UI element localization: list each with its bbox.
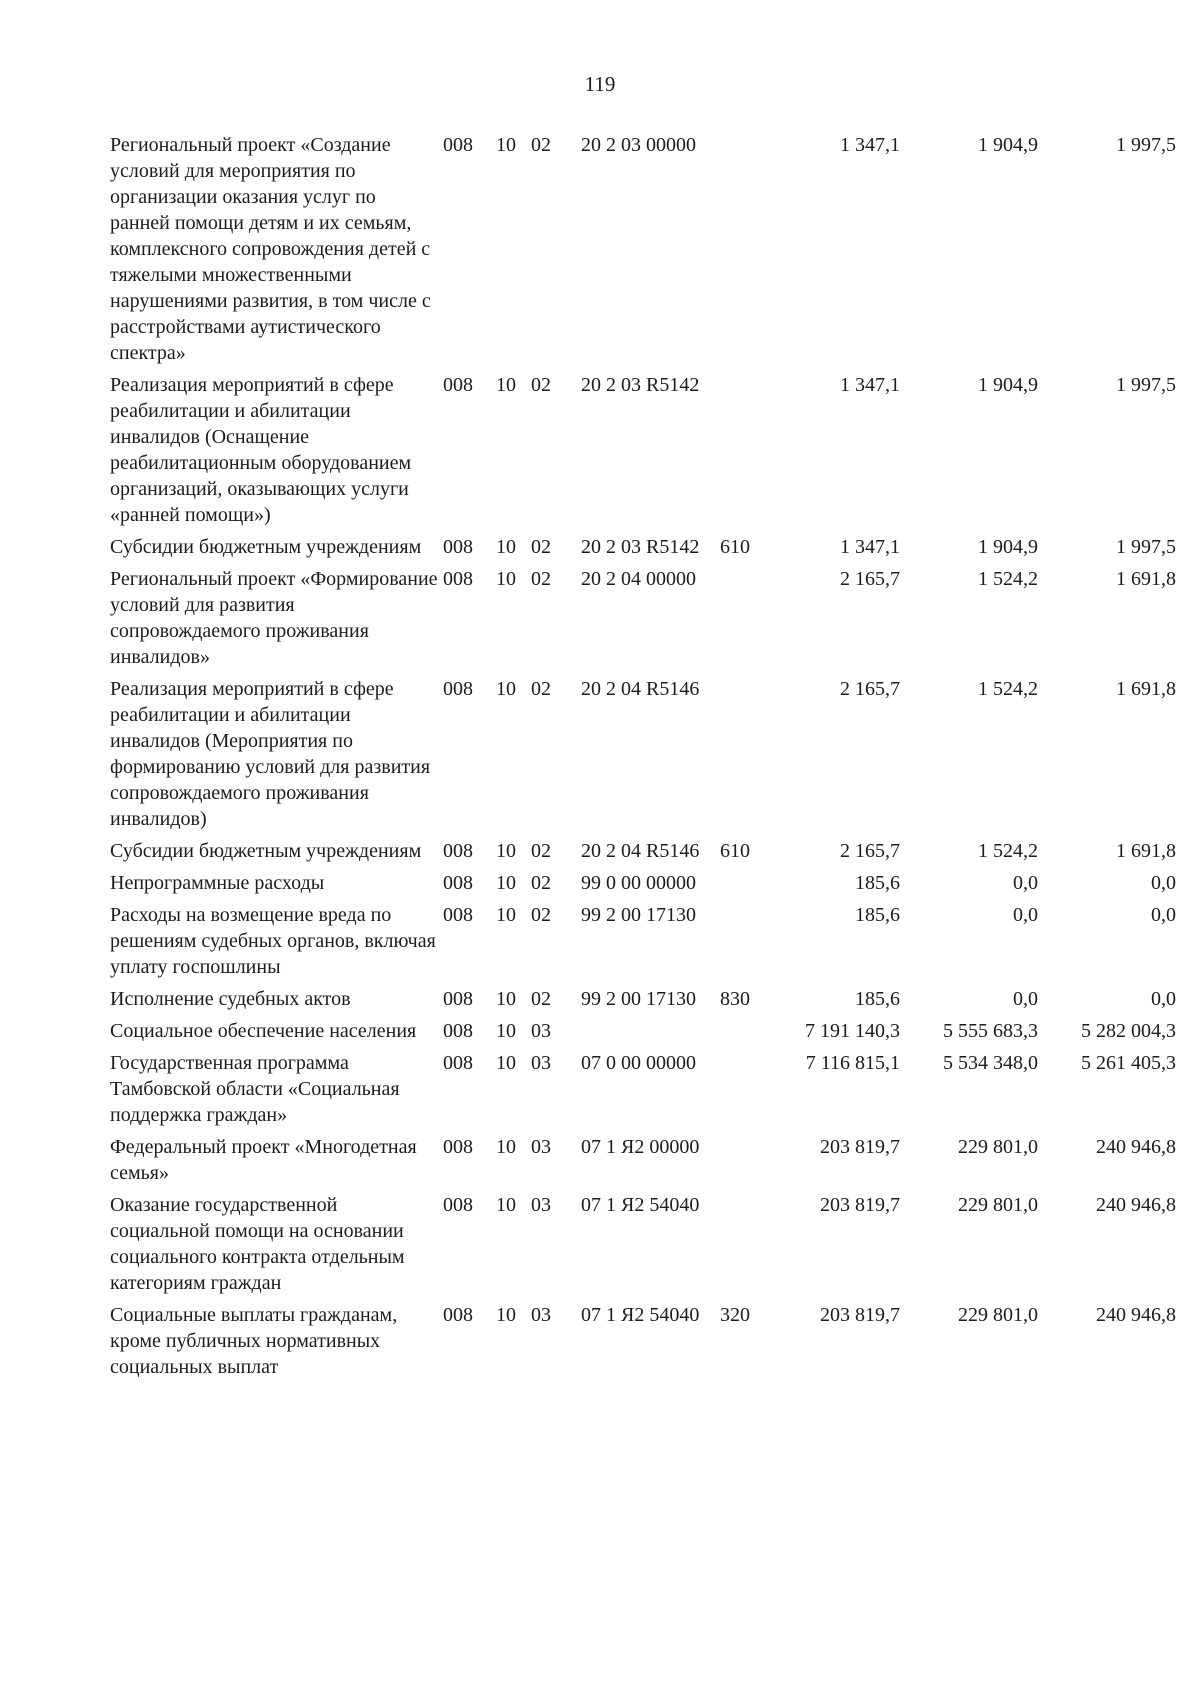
row-subsection: 03	[531, 1136, 551, 1158]
row-amount-year1: 203 819,7	[820, 1136, 900, 1158]
row-target-article: 99 0 00 00000	[581, 872, 696, 894]
row-target-article: 07 1 Я2 00000	[581, 1136, 700, 1158]
row-name: Субсидии бюджетным учреждениям	[110, 536, 422, 558]
row-amount-year2: 5 555 683,3	[943, 1020, 1038, 1042]
row-expense-type: 610	[720, 536, 750, 558]
row-section: 10	[496, 1136, 516, 1158]
row-amount-year2: 1 524,2	[978, 568, 1038, 590]
row-target-article: 20 2 04 R5146	[581, 840, 700, 862]
row-subsection: 02	[531, 374, 551, 396]
row-target-article: 20 2 04 00000	[581, 568, 696, 590]
row-section: 10	[496, 536, 516, 558]
row-amount-year2: 1 904,9	[978, 374, 1038, 396]
row-subsection: 03	[531, 1020, 551, 1042]
table-row	[110, 1134, 1182, 1192]
row-subsection: 02	[531, 568, 551, 590]
row-subsection: 02	[531, 904, 551, 926]
table-row	[110, 838, 1182, 870]
row-ved: 008	[443, 568, 473, 590]
row-section: 10	[496, 872, 516, 894]
row-target-article: 07 0 00 00000	[581, 1052, 696, 1074]
row-amount-year3: 0,0	[1151, 904, 1176, 926]
row-amount-year1: 203 819,7	[820, 1304, 900, 1326]
row-name: Непрограммные расходы	[110, 872, 325, 894]
row-amount-year1: 185,6	[855, 904, 900, 926]
row-expense-type: 830	[720, 988, 750, 1010]
row-target-article: 20 2 03 00000	[581, 134, 696, 156]
row-amount-year2: 1 524,2	[978, 678, 1038, 700]
row-name: Исполнение судебных актов	[110, 988, 351, 1010]
row-ved: 008	[443, 1194, 473, 1216]
row-ved: 008	[443, 840, 473, 862]
row-ved: 008	[443, 678, 473, 700]
row-amount-year2: 1 524,2	[978, 840, 1038, 862]
row-target-article: 20 2 04 R5146	[581, 678, 700, 700]
row-amount-year3: 0,0	[1151, 988, 1176, 1010]
row-name: Оказание государственной социальной помощи на основании социального контракта отдельным категориям граждан	[110, 1194, 405, 1294]
table-row	[110, 1018, 1182, 1050]
row-subsection: 03	[531, 1304, 551, 1326]
row-target-article: 20 2 03 R5142	[581, 374, 700, 396]
row-target-article: 07 1 Я2 54040	[581, 1194, 700, 1216]
row-amount-year2: 1 904,9	[978, 536, 1038, 558]
row-amount-year1: 1 347,1	[840, 536, 900, 558]
row-amount-year3: 1 997,5	[1116, 536, 1176, 558]
row-ved: 008	[443, 374, 473, 396]
row-section: 10	[496, 904, 516, 926]
row-name: Реализация мероприятий в сфере реабилитации и абилитации инвалидов (Оснащение реабилитационным оборудованием организаций, оказывающих услуги «ранней помощи»)	[110, 374, 412, 526]
row-section: 10	[496, 568, 516, 590]
row-ved: 008	[443, 904, 473, 926]
row-subsection: 02	[531, 988, 551, 1010]
row-ved: 008	[443, 1020, 473, 1042]
table-row	[110, 372, 1182, 534]
row-name: Государственная программа Тамбовской области «Социальная поддержка граждан»	[110, 1052, 400, 1126]
row-subsection: 02	[531, 536, 551, 558]
row-name: Федеральный проект «Многодетная семья»	[110, 1136, 417, 1184]
row-ved: 008	[443, 872, 473, 894]
row-name: Социальное обеспечение населения	[110, 1020, 417, 1042]
budget-table	[110, 132, 1182, 1386]
row-section: 10	[496, 1020, 516, 1042]
row-amount-year3: 5 261 405,3	[1081, 1052, 1176, 1074]
row-amount-year2: 1 904,9	[978, 134, 1038, 156]
row-amount-year3: 1 997,5	[1116, 374, 1176, 396]
row-subsection: 03	[531, 1052, 551, 1074]
row-subsection: 02	[531, 872, 551, 894]
row-amount-year2: 0,0	[1013, 904, 1038, 926]
row-amount-year3: 1 691,8	[1116, 840, 1176, 862]
row-name: Региональный проект «Создание условий для мероприятия по организации оказания услуг по ранней помощи детям и их семьям, комплексного сопровождения детей с тяжелыми множественными нарушениями развития, в том числе с расстройствами аутистического спектра»	[110, 134, 431, 364]
row-amount-year1: 1 347,1	[840, 374, 900, 396]
table-row	[110, 1302, 1182, 1386]
row-amount-year1: 203 819,7	[820, 1194, 900, 1216]
table-row	[110, 1050, 1182, 1134]
row-amount-year1: 7 116 815,1	[805, 1052, 900, 1074]
row-ved: 008	[443, 1136, 473, 1158]
table-row	[110, 870, 1182, 902]
row-amount-year1: 2 165,7	[840, 678, 900, 700]
row-amount-year3: 240 946,8	[1096, 1194, 1176, 1216]
row-amount-year3: 5 282 004,3	[1081, 1020, 1176, 1042]
table-row	[110, 676, 1182, 838]
row-amount-year3: 240 946,8	[1096, 1136, 1176, 1158]
row-subsection: 02	[531, 678, 551, 700]
row-amount-year1: 185,6	[855, 872, 900, 894]
row-ved: 008	[443, 988, 473, 1010]
row-amount-year1: 2 165,7	[840, 568, 900, 590]
row-ved: 008	[443, 1052, 473, 1074]
row-target-article: 99 2 00 17130	[581, 904, 696, 926]
row-target-article: 99 2 00 17130	[581, 988, 696, 1010]
page-number: 119	[584, 72, 616, 96]
row-section: 10	[496, 134, 516, 156]
row-amount-year3: 0,0	[1151, 872, 1176, 894]
row-amount-year1: 185,6	[855, 988, 900, 1010]
row-section: 10	[496, 374, 516, 396]
row-name: Социальные выплаты гражданам, кроме публичных нормативных социальных выплат	[110, 1304, 398, 1378]
row-amount-year2: 0,0	[1013, 872, 1038, 894]
row-section: 10	[496, 678, 516, 700]
row-amount-year2: 229 801,0	[958, 1194, 1038, 1216]
row-name: Расходы на возмещение вреда по решениям судебных органов, включая уплату госпошлины	[110, 904, 436, 978]
row-expense-type: 320	[720, 1304, 750, 1326]
row-expense-type: 610	[720, 840, 750, 862]
row-ved: 008	[443, 536, 473, 558]
table-row	[110, 902, 1182, 986]
row-amount-year2: 5 534 348,0	[943, 1052, 1038, 1074]
table-row	[110, 566, 1182, 676]
row-amount-year3: 240 946,8	[1096, 1304, 1176, 1326]
row-name: Региональный проект «Формирование условий для развития сопровождаемого проживания инвалидов»	[110, 568, 438, 668]
row-amount-year1: 7 191 140,3	[805, 1020, 900, 1042]
row-ved: 008	[443, 134, 473, 156]
row-target-article: 20 2 03 R5142	[581, 536, 700, 558]
row-subsection: 02	[531, 840, 551, 862]
row-amount-year2: 0,0	[1013, 988, 1038, 1010]
row-name: Субсидии бюджетным учреждениям	[110, 840, 422, 862]
row-amount-year1: 1 347,1	[840, 134, 900, 156]
row-subsection: 02	[531, 134, 551, 156]
row-amount-year3: 1 691,8	[1116, 568, 1176, 590]
row-section: 10	[496, 1194, 516, 1216]
table-row	[110, 986, 1182, 1018]
row-section: 10	[496, 1304, 516, 1326]
row-amount-year2: 229 801,0	[958, 1304, 1038, 1326]
row-section: 10	[496, 988, 516, 1010]
row-target-article: 07 1 Я2 54040	[581, 1304, 700, 1326]
row-amount-year3: 1 997,5	[1116, 134, 1176, 156]
row-amount-year2: 229 801,0	[958, 1136, 1038, 1158]
row-ved: 008	[443, 1304, 473, 1326]
row-name: Реализация мероприятий в сфере реабилитации и абилитации инвалидов (Мероприятия по формированию условий для развития сопровождаемого проживания инвалидов)	[110, 678, 431, 830]
table-row	[110, 1192, 1182, 1302]
row-section: 10	[496, 1052, 516, 1074]
row-amount-year1: 2 165,7	[840, 840, 900, 862]
table-row	[110, 534, 1182, 566]
row-subsection: 03	[531, 1194, 551, 1216]
row-section: 10	[496, 840, 516, 862]
table-row	[110, 132, 1182, 372]
row-amount-year3: 1 691,8	[1116, 678, 1176, 700]
